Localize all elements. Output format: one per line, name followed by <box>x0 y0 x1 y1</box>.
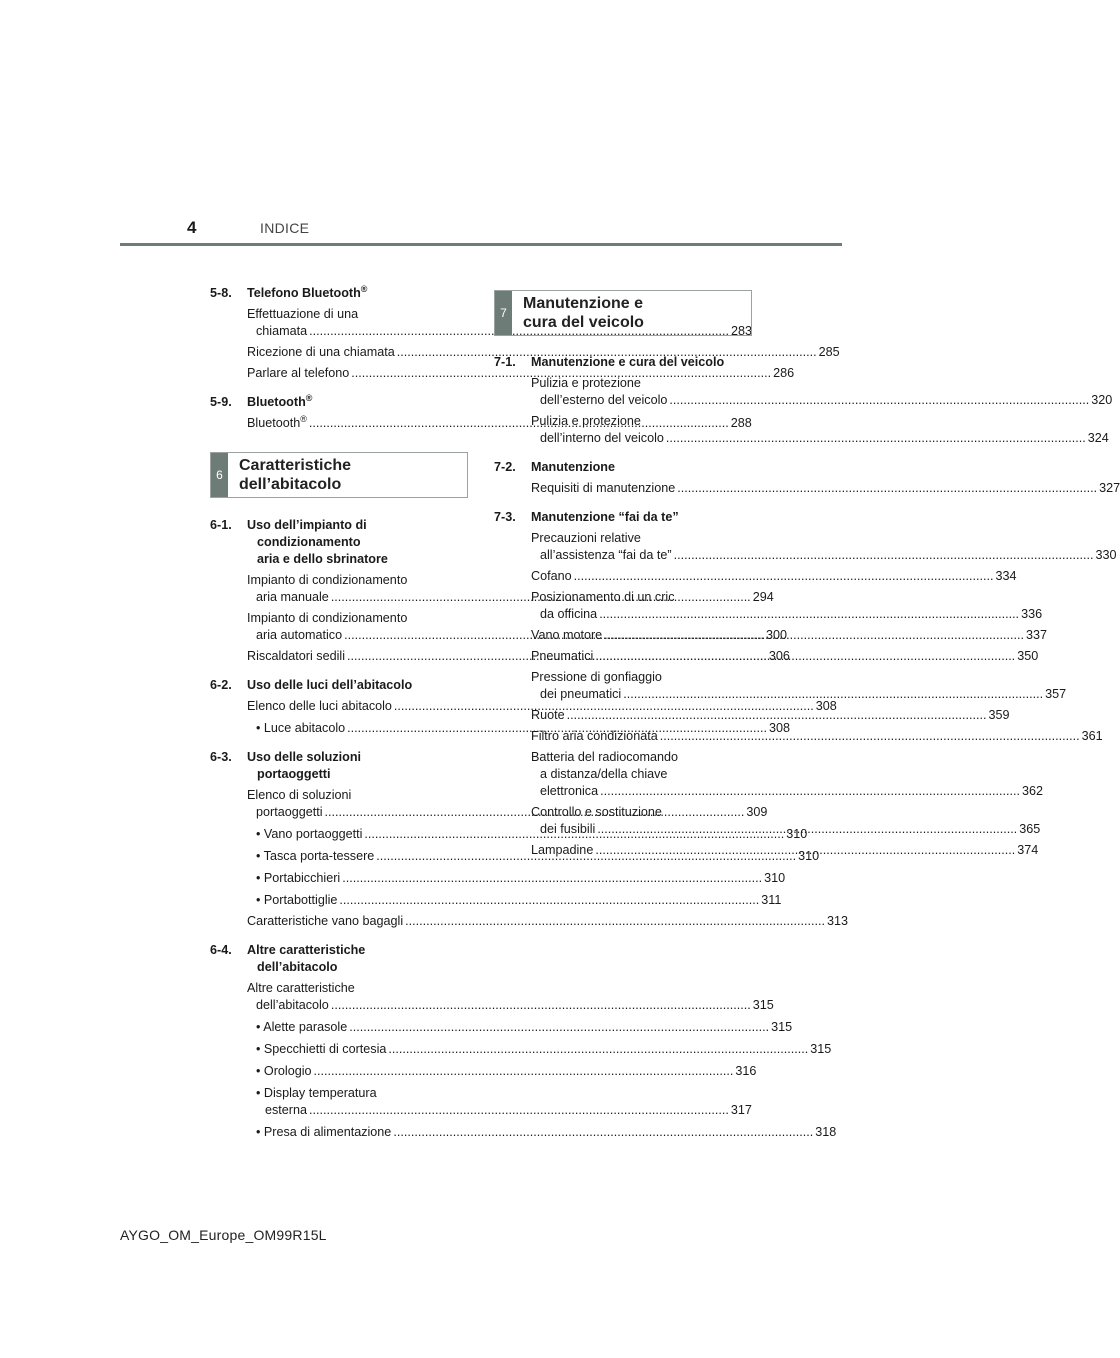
toc-entry[interactable]: Effettuazione di una chiamata ..... 283 <box>210 306 460 340</box>
section-7-1[interactable]: 7-1. Manutenzione e cura del veicolo <box>494 355 725 369</box>
toc-entry[interactable]: Filtro aria condizionata ..... 361 <box>494 728 744 745</box>
toc-entry[interactable]: Batteria del radiocomando a distanza/della chiave elettronica ..... 362 <box>494 749 744 800</box>
toc-entry[interactable]: Pulizia e protezione dell’esterno del veicolo ..... 320 <box>494 375 744 409</box>
toc-entry[interactable]: Parlare al telefono ..... 286 <box>210 365 460 382</box>
toc-entry[interactable]: Impianto di condizionamento aria automatico ..... 300 <box>210 610 460 644</box>
footer-document-code: AYGO_OM_Europe_OM99R15L <box>120 1227 327 1243</box>
header-rule <box>120 243 842 246</box>
toc-entry[interactable]: Lampadine ..... 374 <box>494 842 744 859</box>
toc-entry[interactable]: Impianto di condizionamento aria manuale ..... 294 <box>210 572 460 606</box>
toc-entry[interactable]: Pressione di gonfiaggio dei pneumatici ..... 357 <box>494 669 744 703</box>
chapter-6-header: 6 Caratteristiche dell’abitacolo <box>210 452 468 498</box>
section-6-2[interactable]: 6-2. Uso delle luci dell’abitacolo <box>210 678 413 692</box>
toc-entry[interactable]: Riscaldatori sedili ..... 306 <box>210 648 460 665</box>
toc-entry[interactable]: Elenco delle luci abitacolo ..... 308 <box>210 698 460 715</box>
section-6-4[interactable]: 6-4. Altre caratteristiche dell’abitacolo <box>210 943 366 974</box>
section-7-3[interactable]: 7-3. Manutenzione “fai da te” <box>494 510 679 524</box>
chapter-tab: 7 <box>495 291 512 335</box>
toc-entry[interactable]: Bluetooth® ..... 288 <box>210 415 460 432</box>
toc-entry[interactable]: Caratteristiche vano bagagli ..... 313 <box>210 913 460 930</box>
page-number: 4 <box>187 218 197 237</box>
section-5-9[interactable]: 5-9. Bluetooth® <box>210 392 313 409</box>
toc-entry[interactable]: Ruote ..... 359 <box>494 707 744 724</box>
toc-entry[interactable]: Pulizia e protezione dell’interno del veicolo ..... 324 <box>494 413 744 447</box>
header-title: INDICE <box>260 220 310 236</box>
section-6-3[interactable]: 6-3. Uso delle soluzioni portaoggetti <box>210 750 362 781</box>
toc-entry[interactable]: Altre caratteristiche dell’abitacolo ..... 315 <box>210 980 460 1014</box>
toc-entry[interactable]: Ricezione di una chiamata ..... 285 <box>210 344 460 361</box>
section-7-2[interactable]: 7-2. Manutenzione <box>494 460 615 474</box>
toc-subentry[interactable]: • Orologio ..... 316 <box>210 1063 460 1080</box>
toc-entry[interactable]: Elenco di soluzioni portaoggetti ..... 309 <box>210 787 460 821</box>
toc-subentry[interactable]: • Specchietti di cortesia ..... 315 <box>210 1041 460 1058</box>
toc-subentry[interactable]: • Portabicchieri ..... 310 <box>210 870 460 887</box>
toc-entry[interactable]: Precauzioni relative all’assistenza “fai da te” ..... 330 <box>494 530 744 564</box>
toc-subentry[interactable]: • Display temperatura esterna ..... 317 <box>210 1085 460 1119</box>
toc-entry[interactable]: Controllo e sostituzione dei fusibili ..... 365 <box>494 804 744 838</box>
toc-subentry[interactable]: • Luce abitacolo ..... 308 <box>210 720 460 737</box>
section-6-1[interactable]: 6-1. Uso dell’impianto di condizionamento aria e dello sbrinatore <box>210 518 388 566</box>
section-5-8[interactable]: 5-8. Telefono Bluetooth® <box>210 283 368 300</box>
toc-entry[interactable]: Requisiti di manutenzione ..... 327 <box>494 480 744 497</box>
toc-subentry[interactable]: • Vano portaoggetti ..... 310 <box>210 826 460 843</box>
chapter-7-header: 7 Manutenzione e cura del veicolo <box>494 290 752 336</box>
chapter-tab: 6 <box>211 453 228 497</box>
toc-subentry[interactable]: • Tasca porta-tessere ..... 310 <box>210 848 460 865</box>
toc-entry[interactable]: Vano motore ..... 337 <box>494 627 744 644</box>
toc-subentry[interactable]: • Portabottiglie ..... 311 <box>210 892 460 909</box>
toc-subentry[interactable]: • Presa di alimentazione ..... 318 <box>210 1124 460 1141</box>
toc-entry[interactable]: Cofano ..... 334 <box>494 568 744 585</box>
toc-entry[interactable]: Pneumatici ..... 350 <box>494 648 744 665</box>
toc-entry[interactable]: Posizionamento di un cric da officina ..... 336 <box>494 589 744 623</box>
toc-subentry[interactable]: • Alette parasole ..... 315 <box>210 1019 460 1036</box>
